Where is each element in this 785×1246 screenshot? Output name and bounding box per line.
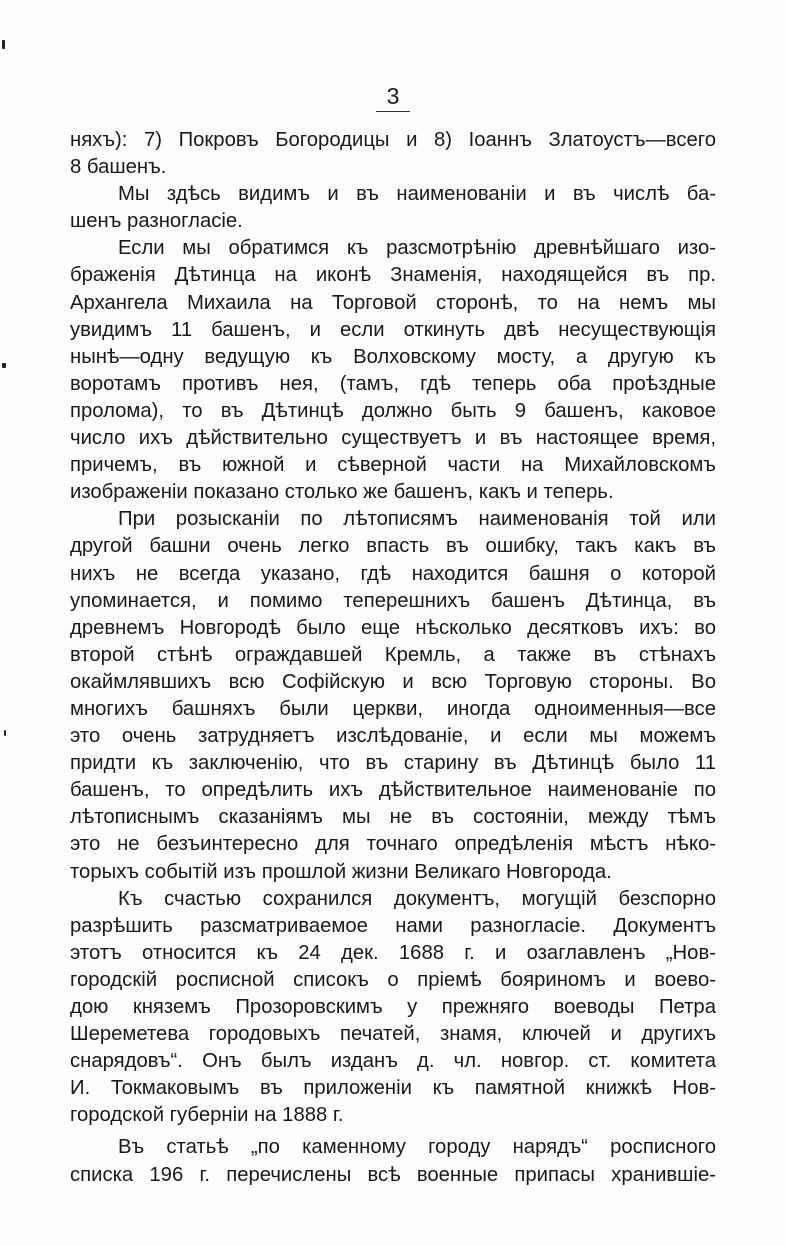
- text-line: городской губерніи на 1888 г.: [70, 1104, 344, 1127]
- text-line: воротамъ противъ нея, (тамъ, гдѣ теперь оба проѣздные: [70, 372, 716, 395]
- paragraph-start-line: Въ статьѣ „по каменному городу нарядъ“ росписного: [118, 1136, 716, 1159]
- text-line: этотъ относится къ 24 дек. 1688 г. и озаглавленъ „Нов-: [70, 941, 716, 964]
- text-line: нихъ не всегда указано, гдѣ находится башня о которой: [70, 562, 716, 585]
- text-line: многихъ башняхъ были церкви, иногда одноименныя—все: [70, 697, 716, 720]
- paragraph-start-line: Мы здѣсь видимъ и въ наименованіи и въ числѣ ба-: [118, 183, 716, 206]
- text-line: придти къ заключенію, что въ старину въ Дѣтинцѣ было 11: [70, 752, 716, 775]
- text-line: шенъ разногласіе.: [70, 210, 243, 233]
- text-line: окаймлявшихъ всю Софійскую и всю Торговую стороны. Во: [70, 670, 716, 693]
- text-line: древнемъ Новгородѣ было еще нѣсколько десятковъ ихъ: во: [70, 616, 716, 639]
- paragraph-start-line: Къ счастью сохранился документъ, могущій безспорно: [118, 887, 716, 910]
- text-line: увидимъ 11 башенъ, и если откинуть двѣ несуществующія: [70, 318, 716, 341]
- text-line: число ихъ дѣйствительно существуетъ и въ настоящее время,: [70, 427, 716, 450]
- binding-mark-lower: [4, 730, 6, 736]
- binding-mark-top: [2, 40, 5, 49]
- text-line: нынѣ—одну ведущую къ Волховскому мосту, а другую къ: [70, 345, 716, 368]
- text-line: торыхъ событій изъ прошлой жизни Великаго Новгорода.: [70, 860, 612, 883]
- text-line: браженія Дѣтинца на иконѣ Знаменія, находящейся въ пр.: [70, 264, 716, 287]
- text-line: изображеніи показано столько же башенъ, какъ и теперь.: [70, 481, 614, 504]
- body-text: [70, 127, 716, 1189]
- text-line: это не безъинтересно для точнаго опредѣленія мѣстъ нѣко-: [70, 833, 716, 856]
- text-line: башенъ, то опредѣлить ихъ дѣйствительное наименованіе по: [70, 779, 716, 802]
- text-line: это очень затрудняетъ изслѣдованіе, и если мы можемъ: [70, 725, 716, 748]
- text-line: городскій росписной списокъ о пріемѣ бояриномъ и воево-: [70, 968, 716, 991]
- text-line: списка 196 г. перечислены всѣ военные припасы хранившіе-: [70, 1163, 716, 1186]
- text-line: няхъ): 7) Покровъ Богородицы и 8) Іоаннъ Златоустъ—всего: [70, 129, 716, 151]
- text-line: другой башни очень легко впасть въ ошибку, такъ какъ въ: [70, 535, 716, 558]
- text-line: упоминается, и помимо теперешнихъ башенъ Дѣтинца, въ: [70, 589, 716, 612]
- text-line: И. Токмаковымъ въ приложеніи къ памятной книжкѣ Нов-: [70, 1077, 716, 1100]
- paragraph-start-line: Если мы обратимся къ разсмотрѣнію древнѣйшаго изо-: [118, 237, 716, 260]
- text-line: 8 башенъ.: [70, 156, 167, 179]
- paragraph-start-line: При розысканіи по лѣтописямъ наименованія той или: [118, 508, 716, 531]
- text-line: пролома), то въ Дѣтинцѣ должно быть 9 башенъ, каковое: [70, 399, 716, 422]
- text-line: лѣтописнымъ сказаніямъ мы не въ состояніи, между тѣмъ: [70, 806, 716, 829]
- text-line: второй стѣнѣ ограждавшей Кремль, а также въ стѣнахъ: [70, 643, 716, 666]
- text-line: причемъ, въ южной и сѣверной части на Михайловскомъ: [70, 454, 716, 477]
- text-line: Шереметева городовыхъ печатей, знамя, ключей и другихъ: [70, 1023, 716, 1046]
- text-line: разрѣшить разсматриваемое нами разногласіе. Документъ: [70, 914, 716, 937]
- page-number: 3: [376, 84, 410, 112]
- text-line: дою княземъ Прозоровскимъ у прежняго воеводы Петра: [70, 996, 716, 1018]
- binding-mark-middle: [2, 363, 6, 368]
- text-line: снарядовъ“. Онъ былъ изданъ д. чл. новгор. ст. комитета: [70, 1050, 716, 1073]
- text-line: Архангела Михаила на Торговой сторонѣ, то на немъ мы: [70, 291, 716, 314]
